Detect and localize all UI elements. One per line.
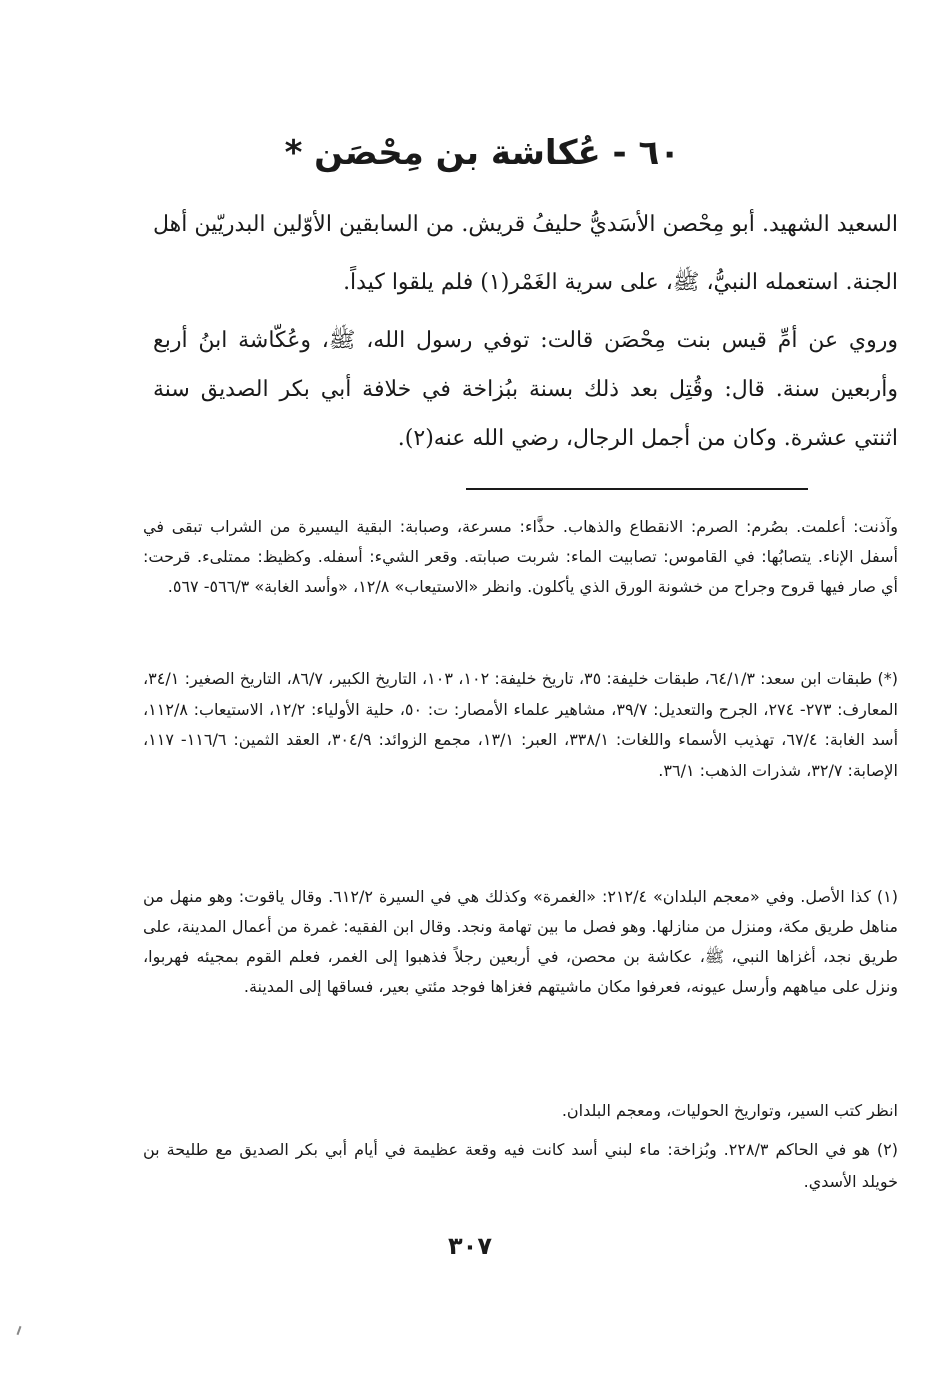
scan-artifact-mark <box>17 1326 22 1335</box>
footnote-previous-continuation: وآذنت: أعلمت. بصُرم: الصرم: الانقطاع والذهاب. حذَّاء: مسرعة، وصبابة: البقية اليسيرة من الشراب تبقى في أسفل الإناء. يتصابُها: في القاموس: تصابيت الماء: شربت صبابته. وقعر الشيء: أسفله. وكظيظ: ممتلىء. قرحت: أي صار فيها قروح وجراح من خشونة الورق الذي يأكلون. وانظر «الاستيعاب» ١٢/٨، «وأسد الغابة» ٥٦٦/٣- ٥٦٧. <box>143 517 898 596</box>
intro-paragraph: السعيد الشهيد. أبو مِحْصن الأسَديُّ حليفُ قريش. من السابقين الأوّلين البدريّين أهل الجنة. استعمله النبيُّ، ﷺ، على سرية الغَمْر(١) فلم يلقوا كيداً. <box>153 212 898 295</box>
footnote-1: (١) كذا الأصل. وفي «معجم البلدان» ٢١٢/٤: «الغمرة» وكذلك هي في السيرة ٦١٢/٢. وقال ياقوت: وهو منهل من مناهل طريق مكة، ومنزل من منازلها. وهو فصل ما بين تهامة ونجد. وقال ابن الفقيه: غمرة من أعمال المدينة، على طريق نجد، أغزاها النبي، ﷺ، عكاشة بن محصن، في أربعين رجلاً فذهبوا إلى الغمر، فعلم القوم بمجيئه فهربوا، ونزل على مياههم وأرسل عيونه، فعرفوا مكان ماشيتهم فغزاها فوجد مئتي بعير، فساقها إلى المدينة. <box>143 887 898 996</box>
page-number: ٣٠٧ <box>448 1232 492 1260</box>
footnote-2: (٢) هو في الحاكم ٢٢٨/٣. وبُزاخة: ماء لبني أسد كانت فيه وقعة عظيمة في أيام أبي بكر الصديق مع طليحة بن خويلد الأسدي. <box>143 1140 898 1191</box>
footnote-sources: (*) طبقات ابن سعد: ٦٤/١/٣، طبقات خليفة: ٣٥، تاريخ خليفة: ١٠٢، ١٠٣، التاريخ الكبير، ٨٦/٧، التاريخ الصغير: ٣٤/١، المعارف: ٢٧٣- ٢٧٤، الجرح والتعديل: ٣٩/٧، مشاهير علماء الأمصار: ت: ٥٠، حلية الأولياء: ١٢/٢، الاستيعاب: ١١٢/٨، أسد الغابة: ٦٧/٤، تهذيب الأسماء واللغات: ٣٣٨/١، العبر: ١٣/١، مجمع الزوائد: ٣٠٤/٩، العقد الثمين: ١١٦/٦- ١١٧، الإصابة: ٣٢/٧، شذرات الذهب: ٣٦/١. <box>143 669 899 780</box>
death-paragraph: وروي عن أمِّ قيس بنت مِحْصَن قالت: توفي رسول الله، ﷺ، وعُكّاشة ابنُ أربع وأربعين سنة. قال: وقُتِل بعد ذلك بسنة ببُزاخة في خلافة أبي بكر الصديق سنة اثنتي عشرة. وكان من أجمل الرجال، رضي الله عنه(٢). <box>153 328 898 451</box>
footnote-separator <box>466 488 808 490</box>
footnote-1-references: انظر كتب السير، وتواريخ الحوليات، ومعجم البلدان. <box>561 1101 898 1120</box>
biography-heading: ٦٠ - عُكاشة بن مِحْصَن * <box>284 133 680 173</box>
